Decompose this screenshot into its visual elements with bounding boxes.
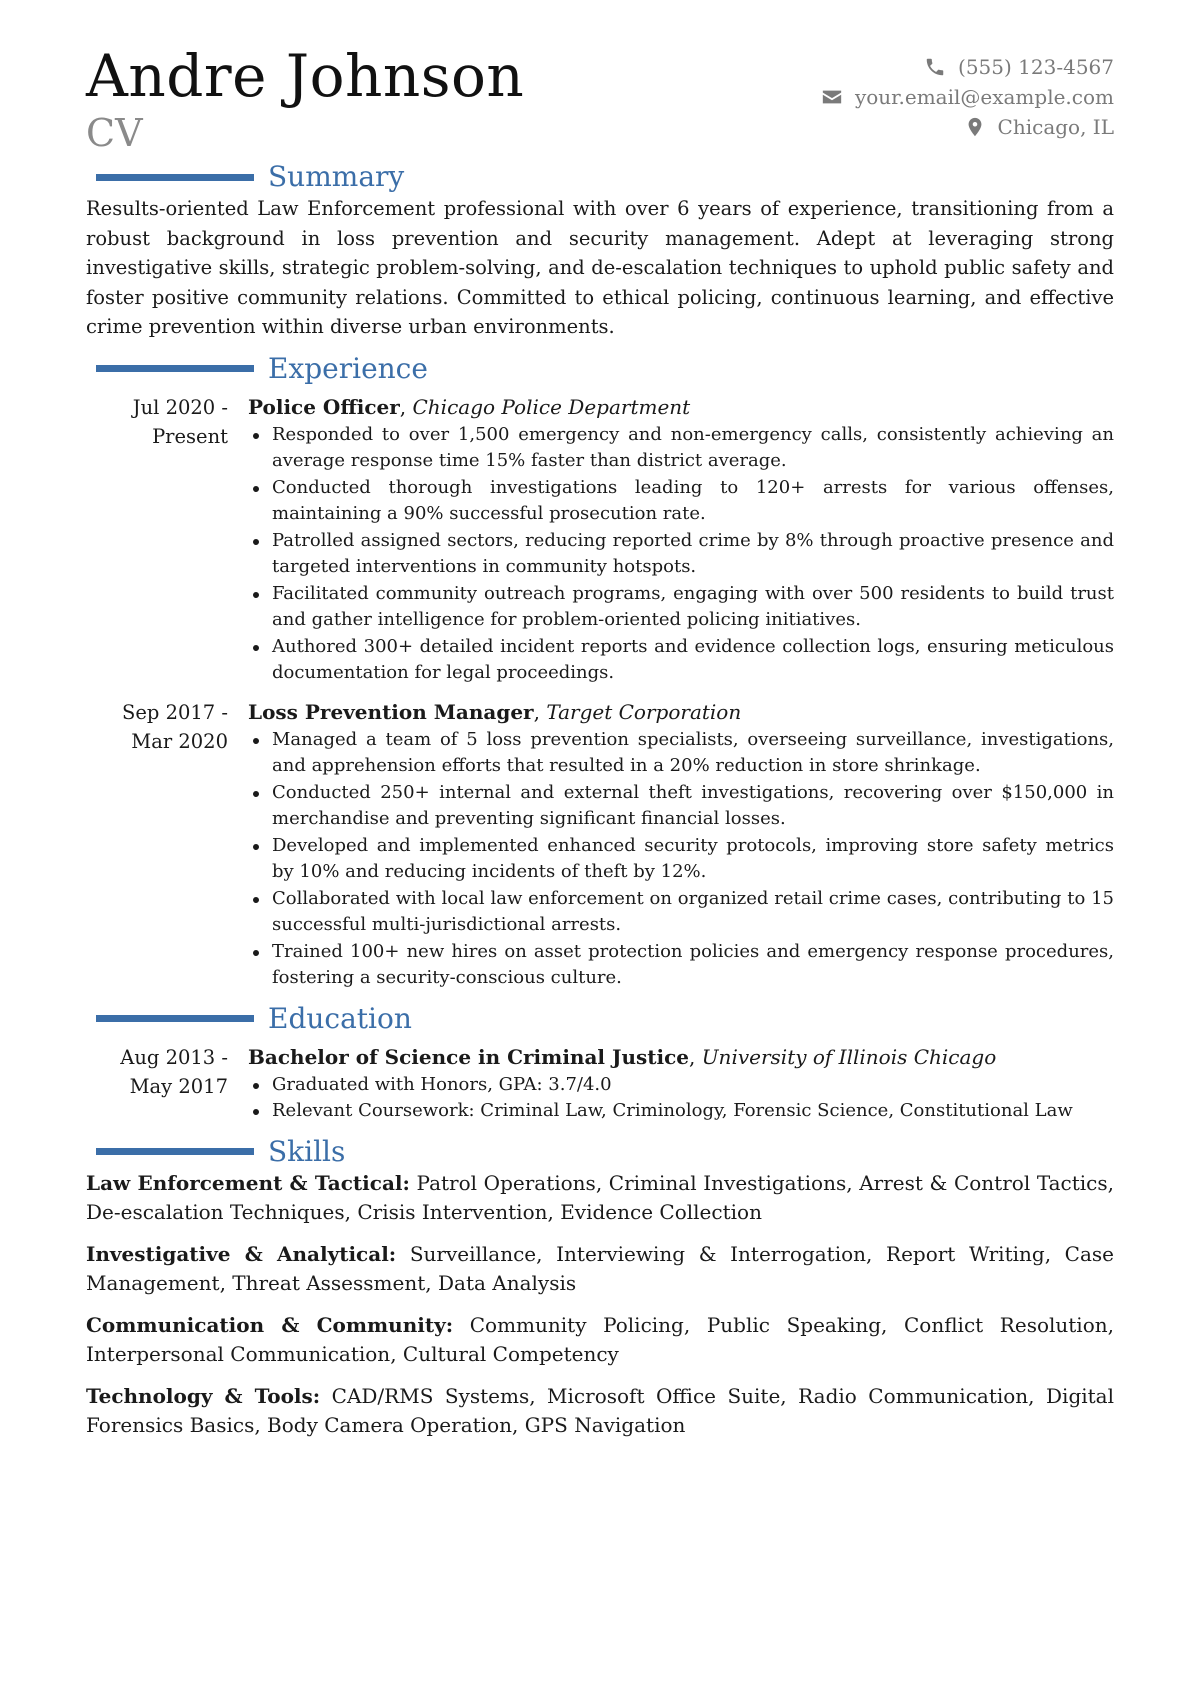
- contact-info: [821, 52, 1114, 142]
- skill-group: [86, 1382, 1114, 1441]
- summary-heading: [86, 160, 1114, 194]
- section-title: Skills: [268, 1134, 346, 1168]
- location-text: Chicago, IL: [997, 115, 1114, 139]
- education-heading: [86, 1002, 1114, 1036]
- skill-category: Law Enforcement & Tactical:: [86, 1170, 410, 1195]
- section-accent-bar: [96, 1148, 254, 1155]
- school-name: University of Illinois Chicago: [701, 1044, 997, 1069]
- experience-entry: [86, 697, 1114, 992]
- job-organization: Target Corporation: [546, 699, 742, 724]
- entry-dates: Aug 2013 - May 2017: [120, 1045, 228, 1098]
- phone-icon: [924, 56, 946, 78]
- section-title: Summary: [268, 160, 405, 193]
- contact-phone: [821, 52, 1114, 82]
- skill-group: [86, 1311, 1114, 1370]
- entry-dates: Jul 2020 - Present: [132, 395, 228, 448]
- list-item: Conducted 250+ internal and external theft investigations, recovering over $150,000 in merchandise and preventing significant financial losses.: [248, 780, 1114, 833]
- list-item: Graduated with Honors, GPA: 3.7/4.0: [248, 1072, 1114, 1099]
- entry-dates: Sep 2017 - Mar 2020: [122, 700, 228, 753]
- section-accent-bar: [96, 365, 254, 372]
- contact-location: [821, 112, 1114, 142]
- experience-heading: [86, 352, 1114, 386]
- job-role: Loss Prevention Manager: [248, 699, 534, 724]
- skill-group: [86, 1240, 1114, 1299]
- bullet-list: [248, 1072, 1114, 1125]
- bullet-list: [248, 727, 1114, 992]
- entry-body: [248, 1042, 1114, 1125]
- envelope-icon: [821, 86, 843, 108]
- skill-group: [86, 1169, 1114, 1228]
- entry-body: [248, 392, 1114, 687]
- section-title: Education: [268, 1001, 412, 1035]
- document-subtitle: CV: [86, 111, 143, 155]
- skill-items: Community Policing, Public Speaking, Conflict Resolution, Interpersonal Communication, Cultural Competency: [86, 1312, 1114, 1366]
- skill-category: Investigative & Analytical:: [86, 1241, 397, 1266]
- email-text[interactable]: your.email@example.com: [854, 85, 1114, 109]
- skill-category: Communication & Community:: [86, 1312, 454, 1337]
- skills-heading: [86, 1135, 1114, 1169]
- list-item: Authored 300+ detailed incident reports and evidence collection logs, ensuring meticulous documentation for legal proceedings.: [248, 634, 1114, 687]
- resume-page: [86, 40, 1114, 1453]
- map-pin-icon: [964, 116, 986, 138]
- list-item: Facilitated community outreach programs, engaging with over 500 residents to build trust and gather intelligence for problem-oriented policing initiatives.: [248, 581, 1114, 634]
- bullet-list: [248, 422, 1114, 687]
- section-accent-bar: [96, 1015, 254, 1022]
- list-item: Relevant Coursework: Criminal Law, Criminology, Forensic Science, Constitutional Law: [248, 1098, 1114, 1125]
- entry-title: Police Officer, Chicago Police Department: [248, 394, 691, 419]
- list-item: Collaborated with local law enforcement on organized retail crime cases, contributing to 15 successful multi-jurisdictional arrests.: [248, 886, 1114, 939]
- phone-text: (555) 123-4567: [958, 55, 1114, 79]
- job-role: Police Officer: [248, 394, 400, 419]
- list-item: Managed a team of 5 loss prevention specialists, overseeing surveillance, investigations, and apprehension efforts that resulted in a 20% reduction in store shrinkage.: [248, 727, 1114, 780]
- list-item: Responded to over 1,500 emergency and non-emergency calls, consistently achieving an average response time 15% faster than district average.: [248, 422, 1114, 475]
- experience-entry: [86, 392, 1114, 687]
- skill-items: Surveillance, Interviewing & Interrogation, Report Writing, Case Management, Threat Assessment, Data Analysis: [86, 1241, 1115, 1295]
- skill-items: CAD/RMS Systems, Microsoft Office Suite, Radio Communication, Digital Forensics Basics, Body Camera Operation, GPS Navigation: [86, 1383, 1114, 1437]
- resume-header: [86, 40, 1114, 160]
- job-organization: Chicago Police Department: [412, 394, 691, 419]
- skill-items: Patrol Operations, Criminal Investigations, Arrest & Control Tactics, De-escalation Techniques, Crisis Intervention, Evidence Collection: [86, 1170, 1115, 1224]
- contact-email: [821, 82, 1114, 112]
- list-item: Developed and implemented enhanced security protocols, improving store safety metrics by 10% and reducing incidents of theft by 12%.: [248, 833, 1114, 886]
- degree-name: Bachelor of Science in Criminal Justice: [248, 1044, 689, 1069]
- skill-category: Technology & Tools:: [86, 1383, 321, 1408]
- section-accent-bar: [96, 174, 254, 181]
- entry-title: Bachelor of Science in Criminal Justice, University of Illinois Chicago: [248, 1044, 997, 1069]
- entry-title: Loss Prevention Manager, Target Corporation: [248, 699, 742, 724]
- summary-text: Results-oriented Law Enforcement professional with over 6 years of experience, transitioning from a robust background in loss prevention and security management. Adept at leveraging strong investigative skills, strategic problem-solving, and de-escalation techniques to uphold public safety and foster positive community relations. Committed to ethical policing, continuous learning, and effective crime prevention within diverse urban environments.: [86, 197, 1114, 338]
- section-title: Experience: [268, 351, 428, 385]
- entry-body: [248, 697, 1114, 992]
- list-item: Conducted thorough investigations leading to 120+ arrests for various offenses, maintaining a 90% successful prosecution rate.: [248, 475, 1114, 528]
- candidate-name: Andre Johnson: [86, 42, 525, 110]
- list-item: Trained 100+ new hires on asset protection policies and emergency response procedures, fostering a security-conscious culture.: [248, 939, 1114, 992]
- education-entry: [86, 1042, 1114, 1125]
- list-item: Patrolled assigned sectors, reducing reported crime by 8% through proactive presence and targeted interventions in community hotspots.: [248, 528, 1114, 581]
